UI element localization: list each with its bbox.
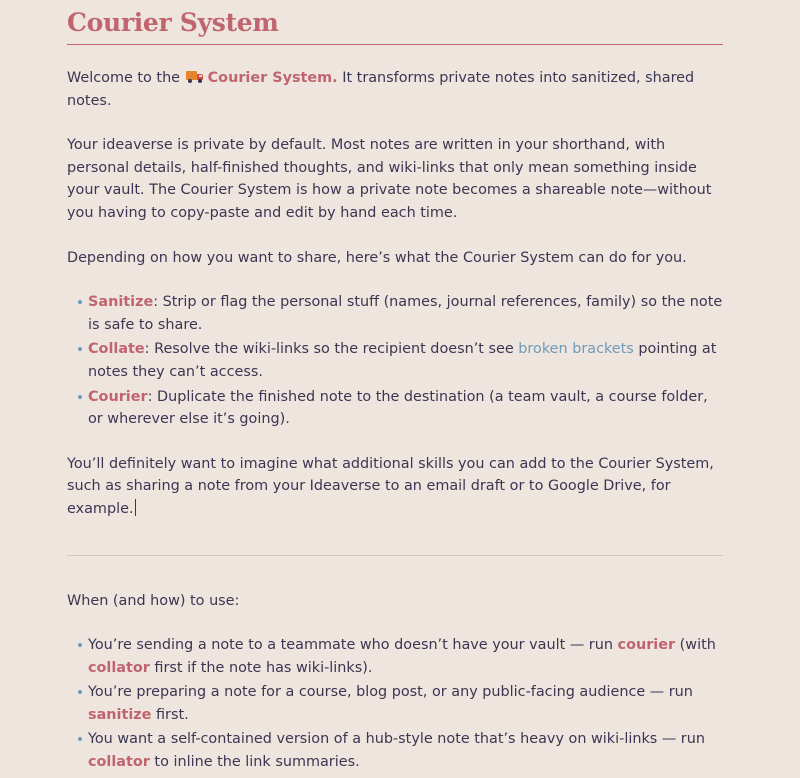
feature-description: : Duplicate the finished note to the destination (a team vault, a course folder, or wherever else it’s going). [88, 388, 708, 428]
delivery-truck-icon [186, 70, 204, 84]
page-title: Courier System [67, 7, 723, 45]
skills-text: You’ll definitely want to imagine what additional skills you can add to the Courier System, such as sharing a note from your Ideaverse to an email draft or to Google Drive, for example. [67, 455, 714, 517]
list-item [88, 728, 723, 773]
list-item [88, 291, 723, 336]
welcome-prefix: Welcome to the [67, 70, 185, 86]
courier-link[interactable]: Courier [88, 388, 148, 405]
skills-paragraph[interactable] [67, 453, 723, 521]
use-case-text: to inline the link summaries. [149, 754, 360, 771]
use-case-text: (with [675, 637, 716, 654]
use-case-text: You’re preparing a note for a course, blog post, or any public-facing audience — run [88, 684, 693, 701]
welcome-suffix: It transforms private notes into sanitized, shared notes. [67, 70, 695, 109]
divider [67, 555, 723, 556]
when-heading: When (and how) to use: [67, 592, 240, 609]
use-case-text: You’re sending a note to a teammate who doesn’t have your vault — run [88, 637, 618, 654]
collator-keyword[interactable]: collator [88, 754, 150, 771]
broken-brackets-link[interactable]: broken brackets [518, 341, 634, 358]
courier-system-link[interactable]: Courier System. [207, 70, 338, 86]
features-list [67, 291, 723, 431]
list-item [88, 386, 723, 431]
use-case-text: You want a self-contained version of a hub-style note that’s heavy on wiki-links — run [88, 731, 705, 748]
sanitize-keyword[interactable]: sanitize [88, 706, 152, 723]
use-case-text: first. [151, 706, 189, 723]
depending-paragraph: Depending on how you want to share, here’s what the Courier System can do for you. [67, 249, 687, 266]
list-item [88, 338, 723, 383]
use-cases-list [67, 634, 723, 774]
feature-description: : Strip or flag the personal stuff (names, journal references, family) so the note is safe to share. [88, 294, 723, 333]
welcome-paragraph [67, 67, 723, 112]
collate-link[interactable]: Collate [88, 341, 145, 358]
ideaverse-paragraph: Your ideaverse is private by default. Most notes are written in your shorthand, with personal details, half-finished thoughts, and wiki-links that only mean something inside your vault. The Courier System is how a private note becomes a shareable note—without you having to copy-paste and edit by hand each time. [67, 137, 712, 221]
feature-description: pointing at notes they can’t access. [88, 341, 717, 380]
note-page [67, 0, 723, 774]
collator-keyword[interactable]: collator [88, 659, 150, 676]
feature-description: : Resolve the wiki-links so the recipient doesn’t see [144, 341, 519, 358]
list-item [88, 634, 723, 679]
use-case-text: first if the note has wiki-links). [149, 659, 373, 676]
list-item [88, 681, 723, 726]
sanitize-link[interactable]: Sanitize [88, 294, 154, 311]
courier-keyword[interactable]: courier [617, 637, 676, 654]
text-cursor [135, 499, 136, 516]
